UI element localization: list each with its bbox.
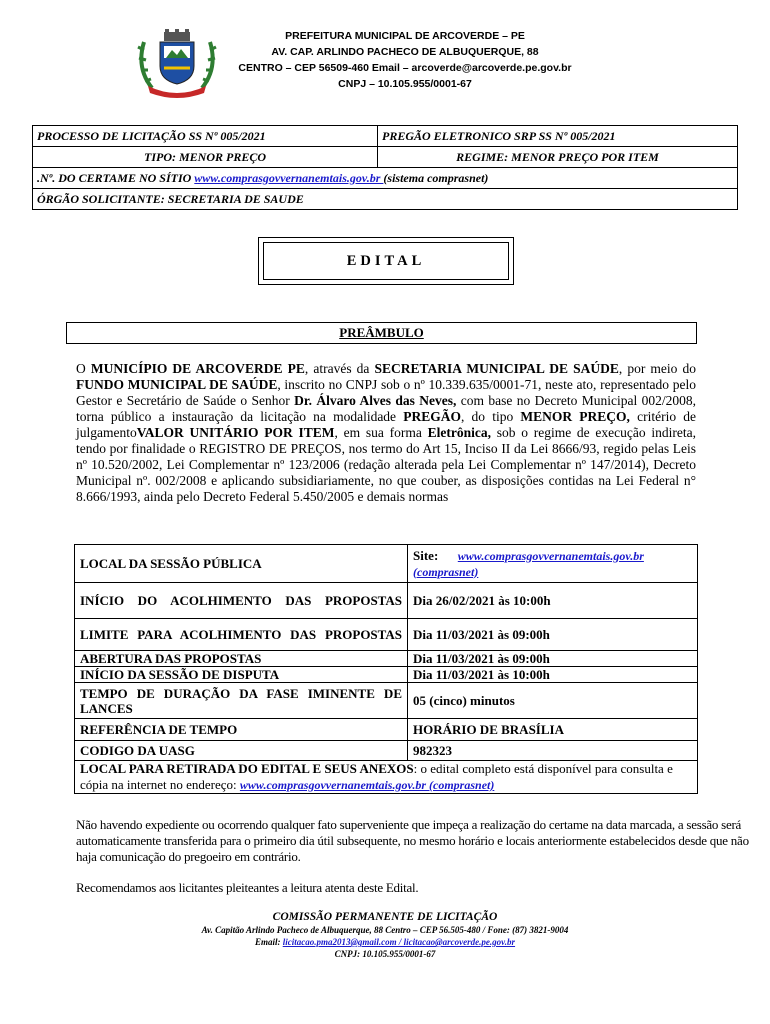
site-label: Site: xyxy=(413,547,439,563)
session-value: Dia 26/02/2021 às 10:00h xyxy=(408,583,698,619)
preambulo-bold: SECRETARIA MUNICIPAL DE SAÚDE xyxy=(374,361,619,376)
session-key: ABERTURA DAS PROPOSTAS xyxy=(75,651,408,667)
header-line-3: CENTRO – CEP 56509-460 Email – arcoverde@arcoverde.pe.gov.br xyxy=(238,62,572,74)
certame-link[interactable]: www.comprasgovvernanemtais.gov.br xyxy=(194,170,384,185)
retirada-cell xyxy=(75,761,698,794)
session-key: INÍCIO DA SESSÃO DE DISPUTA xyxy=(75,667,408,683)
preambulo-bold: MUNICÍPIO DE ARCOVERDE PE xyxy=(90,361,305,376)
header-line-4: CNPJ – 10.105.955/0001-67 xyxy=(338,78,472,90)
session-value: Dia 11/03/2021 às 10:00h xyxy=(408,667,698,683)
session-key: TEMPO DE DURAÇÃO DA FASE IMINENTE DE LANCES xyxy=(75,683,408,719)
process-row-2 xyxy=(33,147,738,168)
paragraph-recomendacao: Recomendamos aos licitantes pleiteantes a leitura atenta deste Edital. xyxy=(76,880,419,895)
certame-prefix: .Nº. DO CERTAME NO SÍTIO xyxy=(37,170,195,185)
session-value: Dia 11/03/2021 às 09:00h xyxy=(408,651,698,667)
preambulo-text: , através da xyxy=(304,361,375,376)
preambulo-text: O xyxy=(76,361,91,376)
document-header xyxy=(0,28,770,98)
preambulo-text: , inscrito no CNPJ sob o nº 10.339.635/0001-71, neste ato, representado pelo Gestor e Secretário de Saúde o Senhor xyxy=(76,377,696,408)
session-key: LOCAL DA SESSÃO PÚBLICA xyxy=(75,545,408,583)
paragraph-expediente: Não havendo expediente ou ocorrendo qualquer fato superveniente que impeça a realização do certame na data marcada, a sessão será automaticamente transferida para o primeiro dia útil subsequente, no mesmo horário e locais anteriormente estabelecidos desde que não haja comunicação do pregoeiro em contrário. xyxy=(76,817,749,864)
preambulo-bold: MENOR PREÇO, xyxy=(520,409,630,424)
footer-cnpj: CNPJ: 10.105.955/0001-67 xyxy=(334,949,436,959)
edital-title: EDITAL xyxy=(263,242,509,280)
header-text xyxy=(220,28,590,92)
session-site-cell xyxy=(408,545,698,583)
footer-title: COMISSÃO PERMANENTE DE LICITAÇÃO xyxy=(272,911,498,923)
preambulo-text: sob o regime de execução indireta, tendo por finalidade o REGISTRO DE PREÇOS, nos termo do Art 15, Inciso II da Lei 8666/93, regido pelas Leis nº 10.520/2002, Lei Complementar nº 123/2006 (redação alterada pela Lei Complementar nº 147/2014), Decreto Municipal nº. 002/2008 e aplicando subsidiariamente, no que couber, as disposições contidas na Lei Federal n° 8.666/1993, ainda pelo Decreto Federal 5.450/2005 e demais normas xyxy=(76,425,696,504)
edital-title-box xyxy=(258,237,514,285)
process-row-4 xyxy=(33,189,738,210)
session-value: 05 (cinco) minutos xyxy=(408,683,698,719)
site-link[interactable]: www.comprasgovvernanemtais.gov.br xyxy=(457,548,644,563)
session-row xyxy=(75,583,698,619)
preambulo-title: PREÂMBULO xyxy=(66,322,697,344)
session-key: INÍCIO DO ACOLHIMENTO DAS PROPOSTAS xyxy=(75,583,408,619)
session-value: Dia 11/03/2021 às 09:00h xyxy=(408,619,698,651)
process-row-1 xyxy=(33,126,738,147)
header-line-2: AV. CAP. ARLINDO PACHECO DE ALBUQUERQUE, 88 xyxy=(271,46,539,58)
session-row-retirada xyxy=(75,761,698,794)
municipal-crest-icon xyxy=(134,28,220,98)
session-key: CODIGO DA UASG xyxy=(75,741,408,761)
footer-email-line xyxy=(0,936,770,948)
preambulo-text: com base no Decreto Municipal 002/2008, torna público a instauração da licitação na modalidade xyxy=(76,393,696,424)
footer-emails[interactable]: licitacao.pma2013@gmail.com / licitacao@arcoverde.pe.gov.br xyxy=(282,937,516,947)
session-row xyxy=(75,719,698,741)
document-footer xyxy=(0,910,770,960)
process-type: TIPO: MENOR PREÇO xyxy=(33,147,378,168)
session-row xyxy=(75,545,698,583)
site-extra[interactable]: (comprasnet) xyxy=(413,564,479,579)
retirada-text: : o edital completo está disponível para consulta e cópia na internet no endereço: xyxy=(80,761,673,792)
session-value: HORÁRIO DE BRASÍLIA xyxy=(408,719,698,741)
footer-email-label: Email: xyxy=(254,937,283,947)
certame-suffix: (sistema comprasnet) xyxy=(383,170,489,185)
preambulo-text: critério de julgamento xyxy=(76,409,696,440)
retirada-label: LOCAL PARA RETIRADA DO EDITAL E SEUS ANEXOS xyxy=(80,761,414,776)
session-key: LIMITE PARA ACOLHIMENTO DAS PROPOSTAS xyxy=(75,619,408,651)
header-line-1: PREFEITURA MUNICIPAL DE ARCOVERDE – PE xyxy=(285,30,525,42)
preambulo-paragraph xyxy=(76,361,696,505)
session-schedule-table xyxy=(74,544,698,794)
preambulo-text: , em sua forma xyxy=(334,425,428,440)
preambulo-bold: Eletrônica, xyxy=(427,425,491,440)
process-info-table xyxy=(32,125,738,210)
session-row xyxy=(75,651,698,667)
certame-cell xyxy=(33,168,738,189)
preambulo-bold: PREGÃO xyxy=(403,409,461,424)
footer-address: Av. Capitão Arlindo Pacheco de Albuquerque, 88 Centro – CEP 56.505-480 / Fone: (87) 3821-9004 xyxy=(201,925,569,935)
preambulo-bold: VALOR UNITÁRIO POR ITEM xyxy=(136,425,335,440)
process-number: PROCESSO DE LICITAÇÃO SS Nº 005/2021 xyxy=(33,126,378,147)
orgao-solicitante: ÓRGÃO SOLICITANTE: SECRETARIA DE SAUDE xyxy=(33,189,738,210)
session-row xyxy=(75,619,698,651)
preambulo-bold: FUNDO MUNICIPAL DE SAÚDE xyxy=(76,377,278,392)
session-row xyxy=(75,741,698,761)
pregao-number: PREGÃO ELETRONICO SRP SS Nº 005/2021 xyxy=(378,126,738,147)
preambulo-text: , por meio do xyxy=(618,361,696,376)
process-row-3 xyxy=(33,168,738,189)
session-row xyxy=(75,667,698,683)
session-row xyxy=(75,683,698,719)
retirada-link[interactable]: www.comprasgovvernanemtais.gov.br (comprasnet) xyxy=(239,778,495,792)
session-value: 982323 xyxy=(408,741,698,761)
preambulo-text: , do tipo xyxy=(461,409,521,424)
session-key: REFERÊNCIA DE TEMPO xyxy=(75,719,408,741)
preambulo-bold: Dr. Álvaro Alves das Neves, xyxy=(294,393,457,408)
process-regime: REGIME: MENOR PREÇO POR ITEM xyxy=(378,147,738,168)
